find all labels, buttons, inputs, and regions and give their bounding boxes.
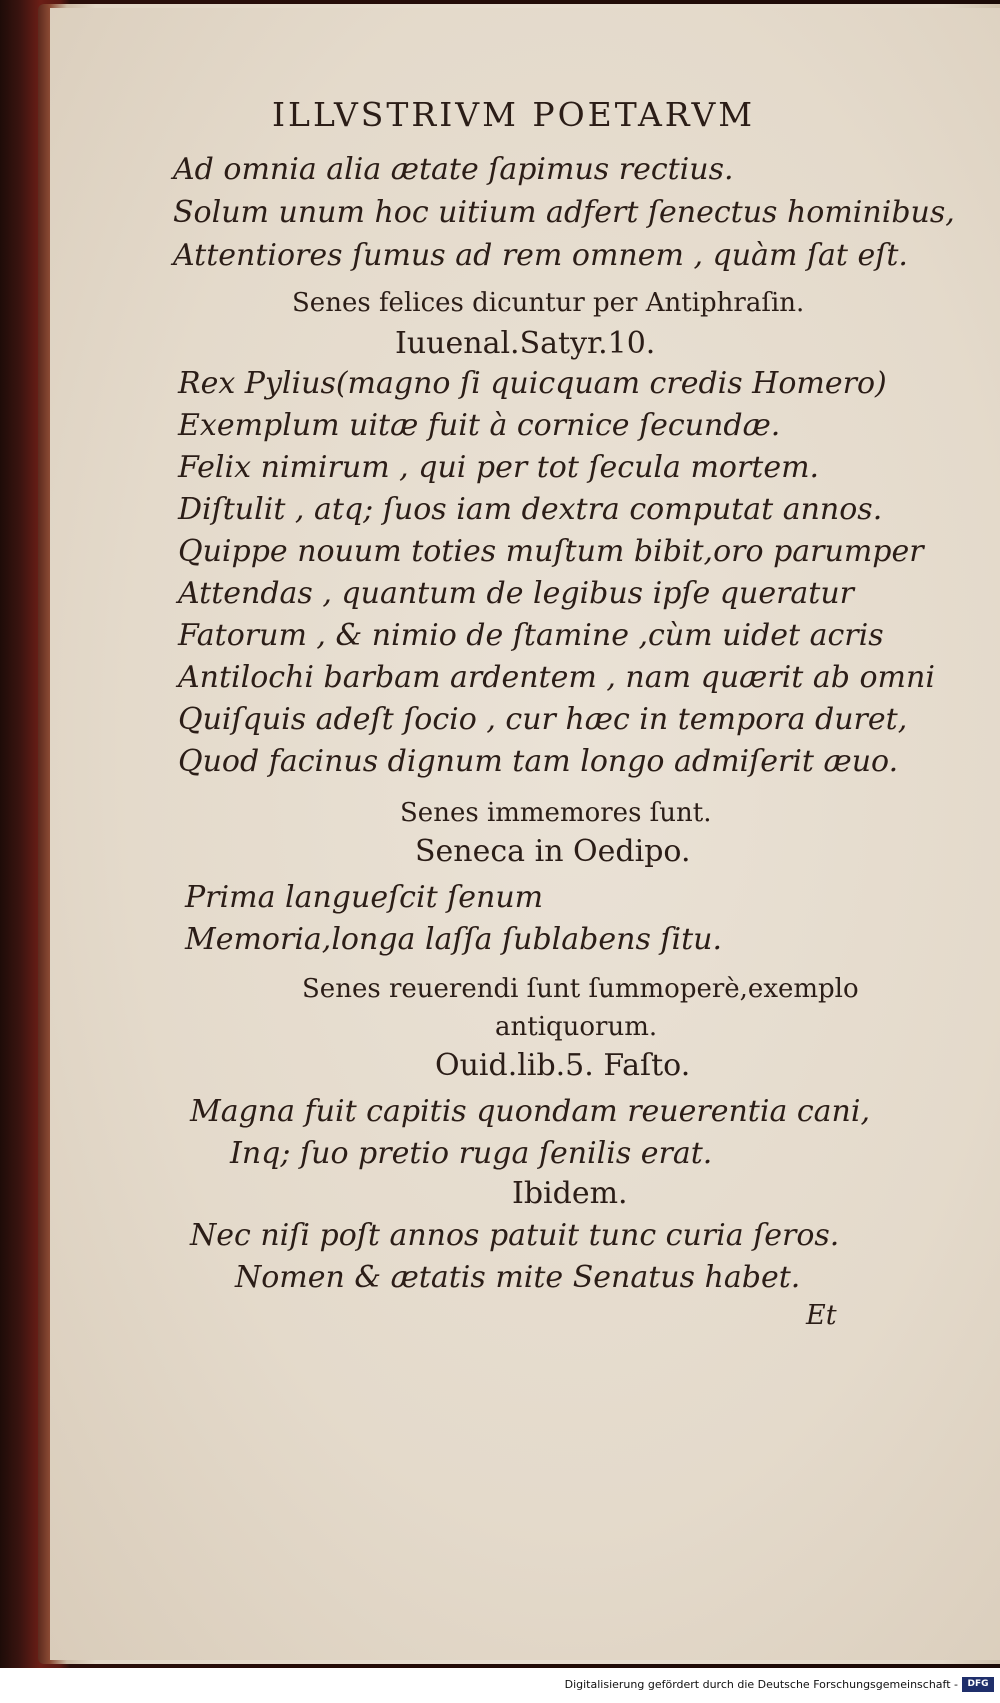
catchword: Et xyxy=(806,1300,837,1331)
section-heading: Senes reuerendi ſunt ſummoperè,exemplo xyxy=(302,974,859,1004)
verse-line: Exemplum uitæ fuit à cornice ſecundæ. xyxy=(178,408,781,443)
verse-line: Felix nimirum , qui per tot ſecula mortem. xyxy=(178,450,820,485)
verse-line: Quippe nouum toties muſtum bibit,oro parumper xyxy=(178,534,924,569)
verse-line: Diſtulit , atq; ſuos iam dextra computat annos. xyxy=(178,492,883,527)
source-citation: Seneca in Oedipo. xyxy=(415,834,691,869)
verse-line: Nomen & ætatis mite Senatus habet. xyxy=(235,1260,801,1295)
dfg-logo-icon: DFG xyxy=(962,1677,994,1692)
verse-line: Solum unum hoc uitium adfert ſenectus hominibus, xyxy=(173,195,955,230)
verse-line: Memoria,longa laſſa ſublabens ſitu. xyxy=(185,922,722,957)
verse-line: Magna fuit capitis quondam reuerentia cani, xyxy=(190,1094,871,1129)
digitization-footer xyxy=(0,1668,1000,1703)
verse-line: Nec niſi poſt annos patuit tunc curia ſeros. xyxy=(190,1218,840,1253)
verse-line: Inq; ſuo pretio ruga ſenilis erat. xyxy=(230,1136,713,1171)
verse-line: Quiſquis adeſt ſocio , cur hæc in tempora duret, xyxy=(178,702,908,737)
source-citation: Ouid.lib.5. Faſto. xyxy=(435,1048,691,1083)
book-page xyxy=(50,8,1000,1660)
verse-line: Attendas , quantum de legibus ipſe queratur xyxy=(178,576,855,611)
verse-line: Antilochi barbam ardentem , nam quærit ab omni xyxy=(178,660,935,695)
section-heading: antiquorum. xyxy=(495,1012,658,1042)
running-head: ILLVSTRIVM POETARVM xyxy=(272,95,756,134)
verse-line: Ad omnia alia ætate ſapimus rectius. xyxy=(173,152,734,187)
verse-line: Fatorum , & nimio de ſtamine ,cùm uidet acris xyxy=(178,618,884,653)
verse-line: Rex Pylius(magno ſi quicquam credis Homero) xyxy=(178,366,887,401)
source-citation: Ibidem. xyxy=(512,1176,628,1211)
source-citation: Iuuenal.Satyr.10. xyxy=(395,326,656,361)
verse-line: Prima langueſcit ſenum xyxy=(185,880,544,915)
footer-credit: Digitalisierung gefördert durch die Deutsche Forschungsgemeinschaft - xyxy=(564,1678,958,1691)
section-heading: Senes felices dicuntur per Antiphraſin. xyxy=(292,288,805,318)
verse-line: Attentiores ſumus ad rem omnem , quàm ſat eſt. xyxy=(173,238,908,273)
verse-line: Quod facinus dignum tam longo admiſerit æuo. xyxy=(178,744,899,779)
section-heading: Senes immemores ſunt. xyxy=(400,798,712,828)
